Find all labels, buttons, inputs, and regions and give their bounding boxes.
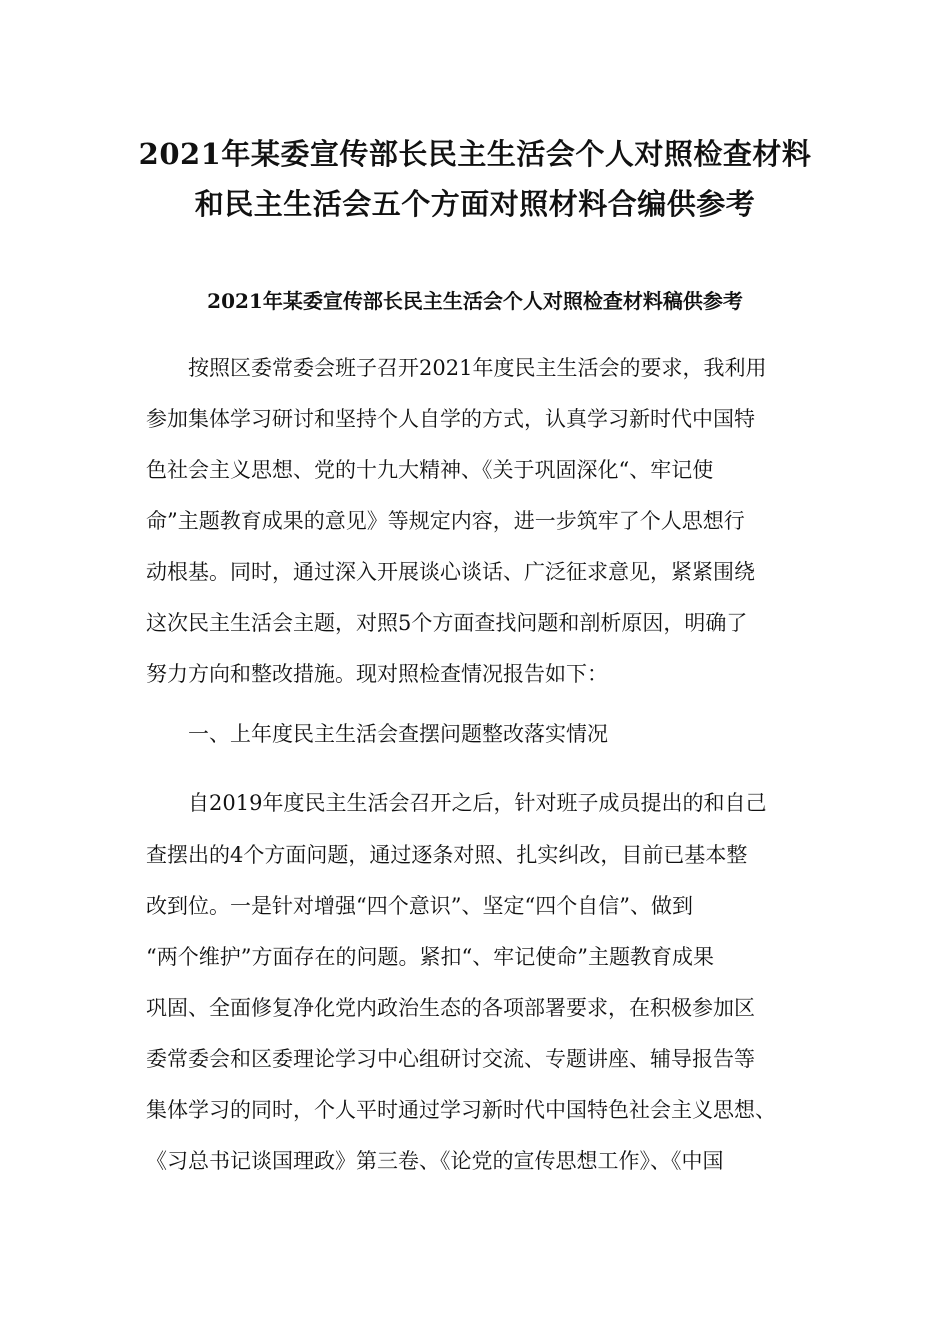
body-line-13: 委常委会和区委理论学习中心组研讨交流、专题讲座、辅导报告等 bbox=[146, 1047, 755, 1071]
section-title: 2021年某委宣传部长民主生活会个人对照检查材料稿供参考 bbox=[207, 289, 743, 313]
body-line-3: 色社会主义思想、党的十九大精神、《关于巩固深化“、牢记使 bbox=[146, 458, 714, 482]
body-line-5: 动根基。同时，通过深入开展谈心谈话、广泛征求意见，紧紧围绕 bbox=[146, 560, 755, 584]
body-line-2: 参加集体学习研讨和坚持个人自学的方式，认真学习新时代中国特 bbox=[146, 407, 755, 431]
section-heading: 一、上年度民主生活会查摆问题整改落实情况 bbox=[188, 722, 608, 746]
body-line-6: 这次民主生活会主题，对照5个方面查找问题和剖析原因，明确了 bbox=[146, 611, 748, 635]
body-line-4: 命”主题教育成果的意见》等规定内容，进一步筑牢了个人思想行 bbox=[146, 509, 745, 533]
document-title-line-1: 2021年某委宣传部长民主生活会个人对照检查材料 bbox=[138, 137, 812, 171]
body-line-14: 集体学习的同时，个人平时通过学习新时代中国特色社会主义思想、 bbox=[146, 1098, 776, 1122]
body-line-8: 自2019年度民主生活会召开之后，针对班子成员提出的和自己 bbox=[188, 791, 767, 815]
document-title-line-2: 和民主生活会五个方面对照材料合编供参考 bbox=[194, 187, 756, 221]
body-line-7: 努力方向和整改措施。现对照检查情况报告如下： bbox=[146, 662, 608, 686]
body-line-15: 《习总书记谈国理政》第三卷、《论党的宣传思想工作》、《中国 bbox=[146, 1149, 724, 1173]
body-line-9: 查摆出的4个方面问题，通过逐条对照、扎实纠改，目前已基本整 bbox=[146, 843, 748, 867]
body-line-10: 改到位。一是针对增强“四个意识”、坚定“四个自信”、做到 bbox=[146, 894, 693, 918]
body-line-12: 巩固、全面修复净化党内政治生态的各项部署要求，在积极参加区 bbox=[146, 996, 755, 1020]
body-line-11: “两个维护”方面存在的问题。紧扣“、牢记使命”主题教育成果 bbox=[146, 945, 714, 969]
body-line-1: 按照区委常委会班子召开2021年度民主生活会的要求，我利用 bbox=[188, 356, 767, 380]
